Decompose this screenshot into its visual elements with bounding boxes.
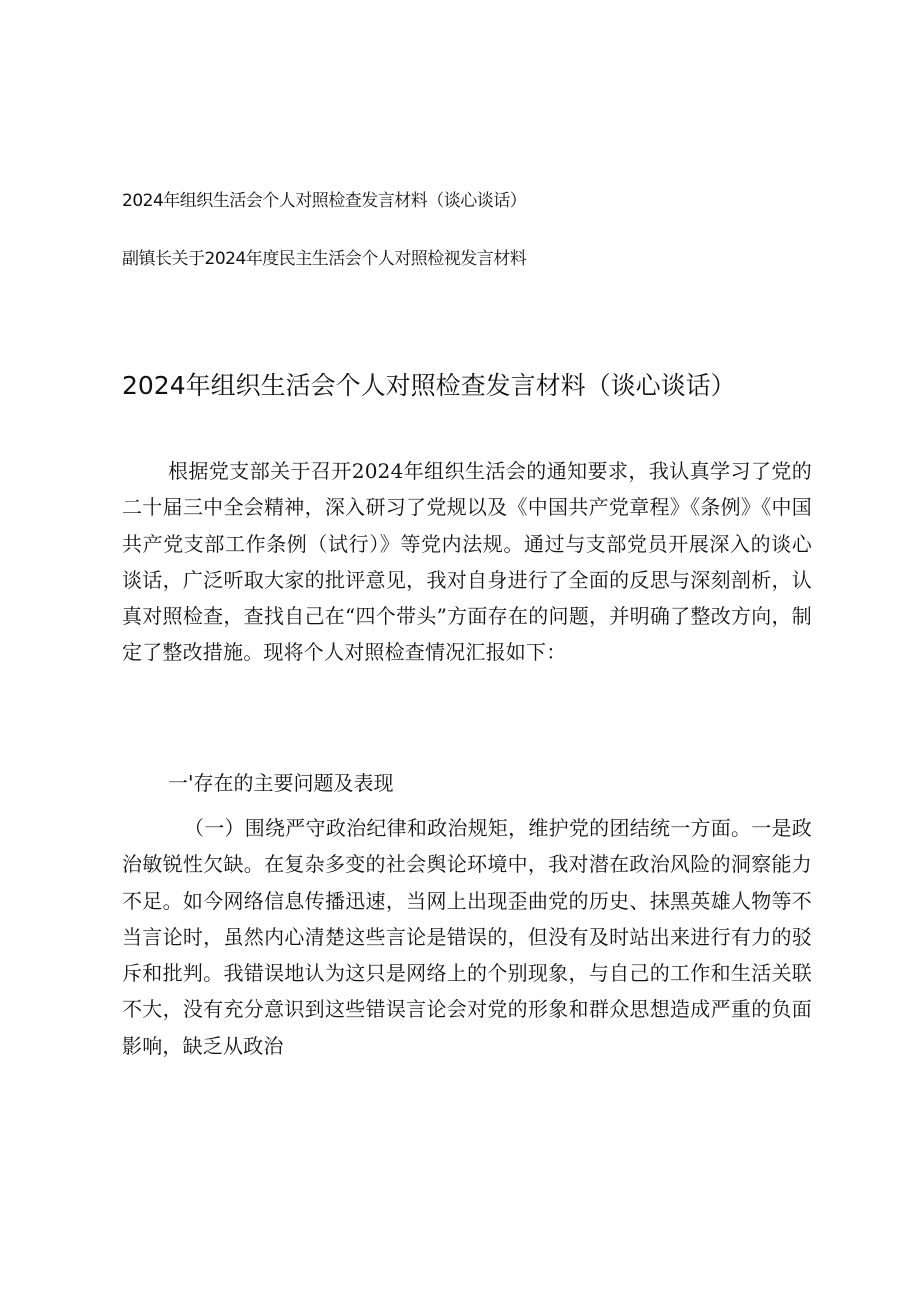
toc-item-2: 副镇长关于2024年度民主生活会个人对照检视发言材料 [122,249,527,269]
subsection-heading: （一）围绕严守政治纪律和政治规矩，维护党的团结统一方面。 [184,816,752,840]
section-heading: 一'存在的主要问题及表现 [168,771,394,795]
intro-paragraph: 根据党支部关于召开2024年组织生活会的通知要求，我认真学习了党的二十届三中全会精神，深入研习了党规以及《中国共产党章程》《条例》《中国共产党支部工作条例（试行）》等党内法规。通过与支部党员开展深入的谈心谈话，广泛听取大家的批评意见，我对自身进行了全面的反思与深刻剖析，认真对照检查，查找自己在“四个带头”方面存在的问题，并明确了整改方向，制定了整改措施。现将个人对照检查情况汇报如下： [122,459,812,665]
subsection-body: 一是政治敏锐性欠缺。在复杂多变的社会舆论环境中，我对潜在政治风险的洞察能力不足。如今网络信息传播迅速，当网上出现歪曲党的历史、抹黑英雄人物等不当言论时，虽然内心清楚这些言论是错误的，但没有及时站出来进行有力的驳斥和批判。我错误地认为这只是网络上的个别现象，与自己的工作和生活关联不大，没有充分意识到这些错误言论会对党的形象和群众思想造成严重的负面影响，缺乏从政治 [122,816,812,1058]
toc-item-1: 2024年组织生活会个人对照检查发言材料（谈心谈话） [122,191,527,211]
subsection-paragraph [122,810,812,1064]
document-title: 2024年组织生活会个人对照检查发言材料（谈心谈话） [122,371,736,400]
